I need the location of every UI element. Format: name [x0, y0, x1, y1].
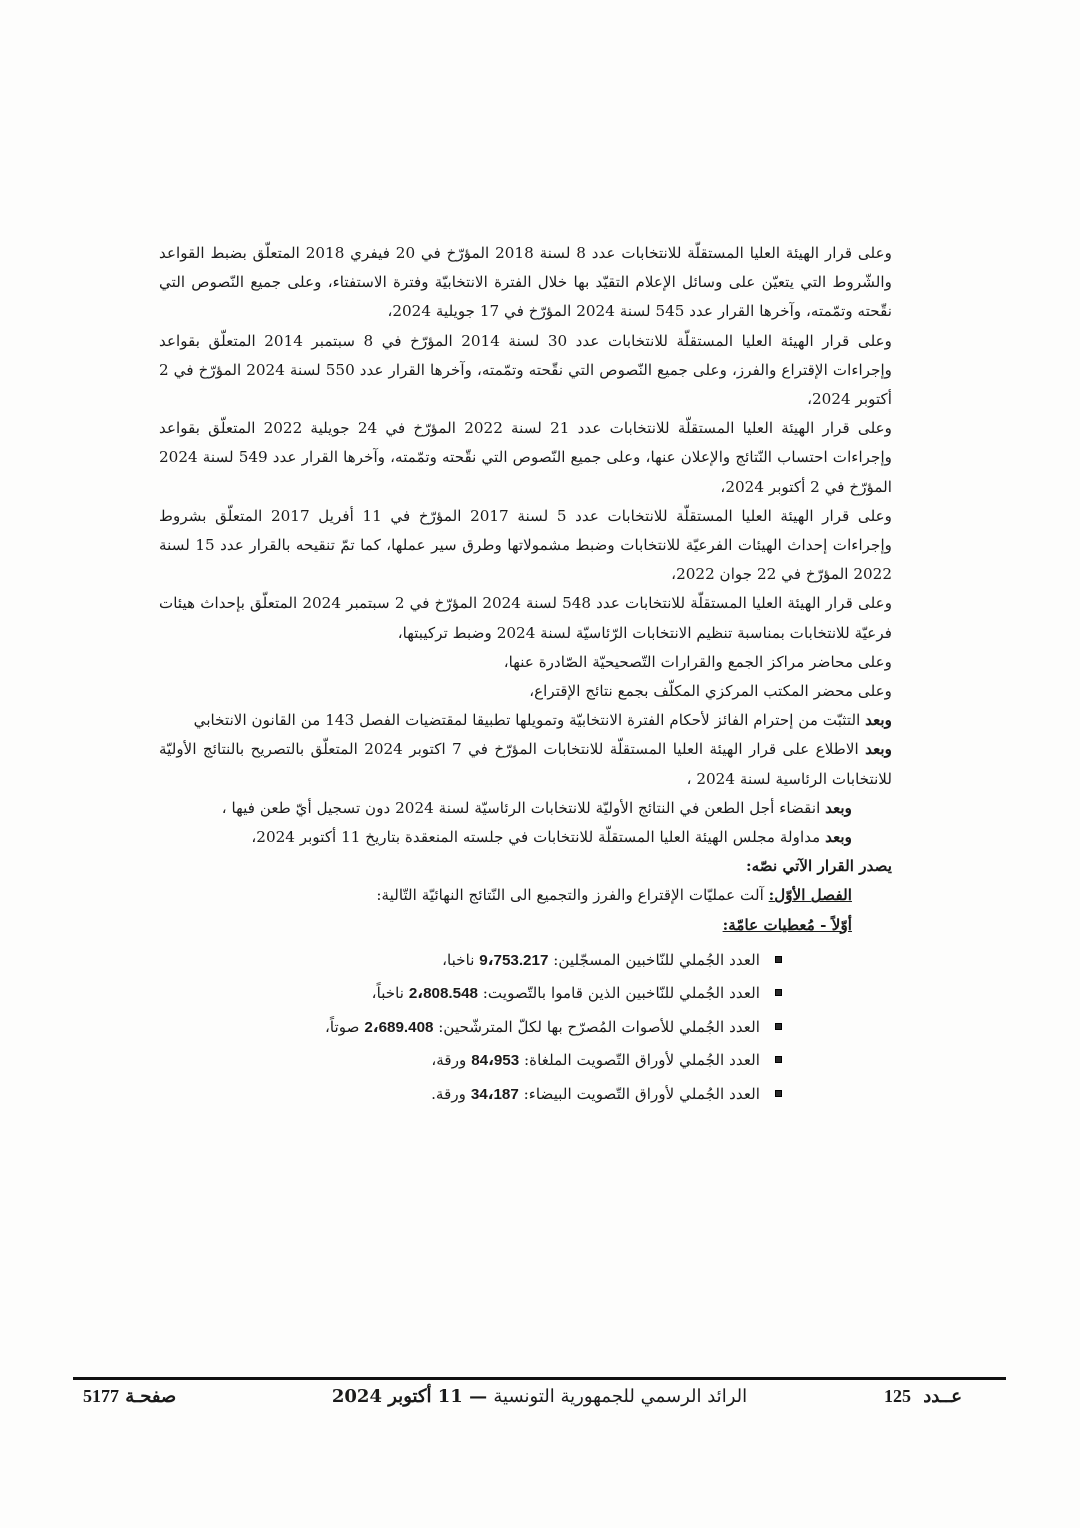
- square-bullet-icon: [775, 956, 782, 963]
- whereas-text: التثبّت من إحترام الفائز لأحكام الفترة الانتخابيّة وتمويلها تطبيقا لمقتضيات الفصل 143 من القانون الانتخابي: [193, 711, 866, 730]
- preamble-paragraph: وعلى قرار الهيئة العليا المستقلّة للانتخابات عدد 548 لسنة 2024 المؤرّخ في 2 سبتمبر 2024 المتعلّق بإحداث هيئات فرعيّة للانتخابات بمناسبة تنظيم الانتخابات الرّئاسيّة لسنة 2024 وضبط تركيبتها،: [159, 594, 893, 642]
- whereas-lead: وبعد: [825, 798, 852, 817]
- footer-dash: —: [462, 1386, 494, 1407]
- list-item: [159, 1078, 782, 1112]
- stat-label: العدد الجُملي للنّاخبين المسجّلين:: [548, 950, 760, 969]
- whereas-text: انقضاء أجل الطعن في النتائج الأوليّة للانتخابات الرئاسيّة لسنة 2024 دون تسجيل أيّ طعن فيها ،: [221, 798, 826, 817]
- stat-label: العدد الجُملي لأوراق التّصويت البيضاء:: [518, 1084, 760, 1103]
- preamble-paragraph: وعلى قرار الهيئة العليا المستقلّة للانتخابات عدد 30 لسنة 2014 المؤرّخ في 8 سبتمبر 2014 المتعلّق بقواعد وإجراءات الإقتراع والفرز، وعلى جميع النّصوص التي نقّحته وتمّمته، وآخرها القرار عدد 550 لسنة 2024 المؤرّخ في 2 أكتوبر 2024،: [159, 331, 893, 409]
- page-label: صفحـة: [125, 1386, 177, 1407]
- stat-label: العدد الجُملي للأصوات المُصرّح بها لكلّ المترشّحين:: [433, 1017, 760, 1036]
- whereas-lead: وبعد: [825, 828, 852, 847]
- square-bullet-icon: [775, 1056, 782, 1063]
- stat-value: 9،753.217: [479, 951, 549, 969]
- square-bullet-icon: [775, 1090, 782, 1097]
- chapter-text: آلت عمليّات الإقتراع والفرز والتجميع الى النّتائج النهائيّة التّالية:: [376, 886, 769, 905]
- list-item: [159, 944, 782, 978]
- preamble-paragraph: وعلى محاضر مراكز الجمع والقرارات التّصحيحيّة الصّادرة عنها،: [503, 652, 892, 671]
- whereas-lead: وبعد: [865, 711, 892, 730]
- whereas-paragraph: [159, 794, 852, 823]
- preamble-paragraph: وعلى قرار الهيئة العليا المستقلّة للانتخابات عدد 8 لسنة 2018 المؤرّخ في 20 فيفري 2018 المتعلّق بضبط القواعد والشّروط التي يتعيّن على وسائل الإعلام التقيّد بها خلال الفترة الانتخابيّة وفترة الاستفتاء، وعلى جميع النّصوص التي نقّحته وتمّمته، وآخرها القرار عدد 545 لسنة 2024 المؤرّخ في 17 جويلية 2024،: [159, 244, 892, 321]
- list-item: [159, 977, 782, 1011]
- stat-value: 84،953: [471, 1052, 520, 1070]
- whereas-text: مداولة مجلس الهيئة العليا المستقلّة للانتخابات في جلسته المنعقدة بتاريخ 11 أكتوبر 2024،: [251, 828, 826, 847]
- page-value: 5177: [83, 1386, 119, 1406]
- publication-name: الرائد الرسمي للجمهورية التونسية: [493, 1386, 748, 1407]
- stat-unit: ناخباً،: [371, 984, 409, 1003]
- footer-divider: [73, 1377, 1006, 1380]
- whereas-paragraph: [159, 823, 852, 852]
- page-footer: [73, 1384, 1006, 1414]
- document-body: [159, 239, 892, 1111]
- publication-date: 11 أكتوبر 2024: [331, 1386, 463, 1407]
- chapter-one: [159, 881, 852, 910]
- whereas-paragraph: [159, 706, 892, 735]
- square-bullet-icon: [775, 989, 782, 996]
- issue-value: 125: [883, 1386, 911, 1406]
- whereas-paragraph: [159, 735, 892, 793]
- list-item: [159, 1044, 782, 1078]
- list-item: [159, 1011, 782, 1045]
- page-number: [77, 1386, 176, 1407]
- preamble-paragraph: وعلى قرار الهيئة العليا المستقلّة للانتخابات عدد 21 لسنة 2022 المؤرّخ في 24 جويلية 2022 المتعلّق بقواعد وإجراءات احتساب النّتائج والإعلان عنها، وعلى جميع النّصوص التي نقّحته وتمّمته، وآخرها القرار عدد 549 لسنة 2024 المؤرّخ في 2 أكتوبر 2024،: [159, 419, 892, 496]
- preamble-paragraph: وعلى قرار الهيئة العليا المستقلّة للانتخابات عدد 5 لسنة 2017 المؤرّخ في 11 أفريل 2017 المتعلّق بشروط وإجراءات إحداث الهيئات الفرعيّة للانتخابات وضبط مشمولاتها وطرق سير عملها، كما تمّ تنقيحه بالقرار عدد 15 لسنة 2022 المؤرّخ في 22 جوان 2022،: [159, 506, 893, 584]
- issue-label: عــدد: [923, 1386, 962, 1407]
- stat-unit: ناخبا،: [442, 950, 480, 969]
- stat-unit: ورقة،: [431, 1051, 472, 1070]
- stat-value: 2،689.408: [364, 1018, 434, 1036]
- whereas-text: الاطلاع على قرار الهيئة العليا المستقلّة للانتخابات المؤرّخ في 7 اكتوبر 2024 المتعلّق بالتصريح بالنتائج الأوليّة للانتخابات الرئاسية لسنة 2024 ،: [159, 740, 892, 788]
- stat-label: العدد الجُملي لأوراق التّصويت الملغاة:: [519, 1051, 760, 1070]
- stat-value: 34،187: [470, 1085, 519, 1103]
- stats-list: [159, 944, 892, 1112]
- publication-title: [73, 1386, 1006, 1407]
- stat-unit: ورقة.: [431, 1084, 471, 1103]
- whereas-lead: وبعد: [865, 740, 892, 759]
- section-title: أوّلاً - مُعطيات عامّة:: [722, 915, 852, 934]
- preamble-paragraph: وعلى محضر المكتب المركزي المكلّف بجمع نتائج الإقتراع،: [529, 682, 892, 701]
- stat-value: 2،808.548: [408, 985, 478, 1003]
- stat-unit: صوتاً،: [325, 1017, 365, 1036]
- decision-title: يصدر القرار الآتي نصّه:: [746, 857, 892, 876]
- square-bullet-icon: [775, 1023, 782, 1030]
- chapter-label: الفصل الأوّل:: [768, 886, 852, 905]
- stat-label: العدد الجُملي للنّاخبين الذين قاموا بالتّصويت:: [477, 984, 760, 1003]
